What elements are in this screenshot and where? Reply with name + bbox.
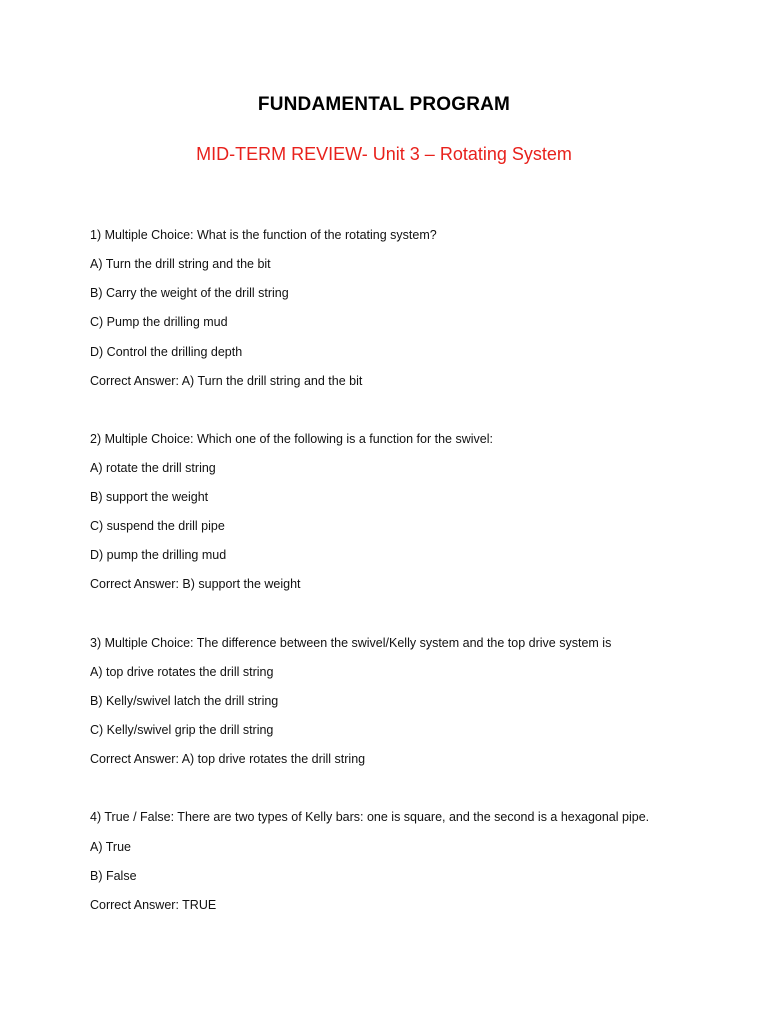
question-4-option-b: B) False: [90, 869, 137, 883]
document-title: FUNDAMENTAL PROGRAM: [257, 94, 511, 115]
question-4-answer: Correct Answer: TRUE: [90, 898, 217, 912]
question-1-prompt: 1) Multiple Choice: What is the function of the rotating system?: [90, 228, 437, 242]
question-2-option-d: D) pump the drilling mud: [90, 548, 227, 562]
question-4-option-a: A) True: [90, 840, 131, 854]
question-1-answer: Correct Answer: A) Turn the drill string and the bit: [90, 374, 363, 388]
question-1-option-b: B) Carry the weight of the drill string: [90, 286, 289, 300]
question-4-prompt: 4) True / False: There are two types of Kelly bars: one is square, and the second is a hexagonal pipe.: [90, 810, 650, 824]
question-3-prompt: 3) Multiple Choice: The difference between the swivel/Kelly system and the top drive system is: [90, 636, 612, 650]
question-1-option-d: D) Control the drilling depth: [90, 345, 243, 359]
question-2-option-b: B) support the weight: [90, 490, 209, 504]
question-3-option-c: C) Kelly/swivel grip the drill string: [90, 723, 274, 737]
question-3-option-a: A) top drive rotates the drill string: [90, 665, 274, 679]
question-2-answer: Correct Answer: B) support the weight: [90, 577, 301, 591]
question-2-option-a: A) rotate the drill string: [90, 461, 216, 475]
question-3-option-b: B) Kelly/swivel latch the drill string: [90, 694, 279, 708]
question-2-option-c: C) suspend the drill pipe: [90, 519, 225, 533]
question-2-prompt: 2) Multiple Choice: Which one of the following is a function for the swivel:: [90, 432, 493, 446]
question-1-option-c: C) Pump the drilling mud: [90, 315, 228, 329]
question-1-option-a: A) Turn the drill string and the bit: [90, 257, 271, 271]
question-3-answer: Correct Answer: A) top drive rotates the drill string: [90, 752, 366, 766]
document-subtitle: MID-TERM REVIEW- Unit 3 – Rotating System: [196, 144, 572, 164]
